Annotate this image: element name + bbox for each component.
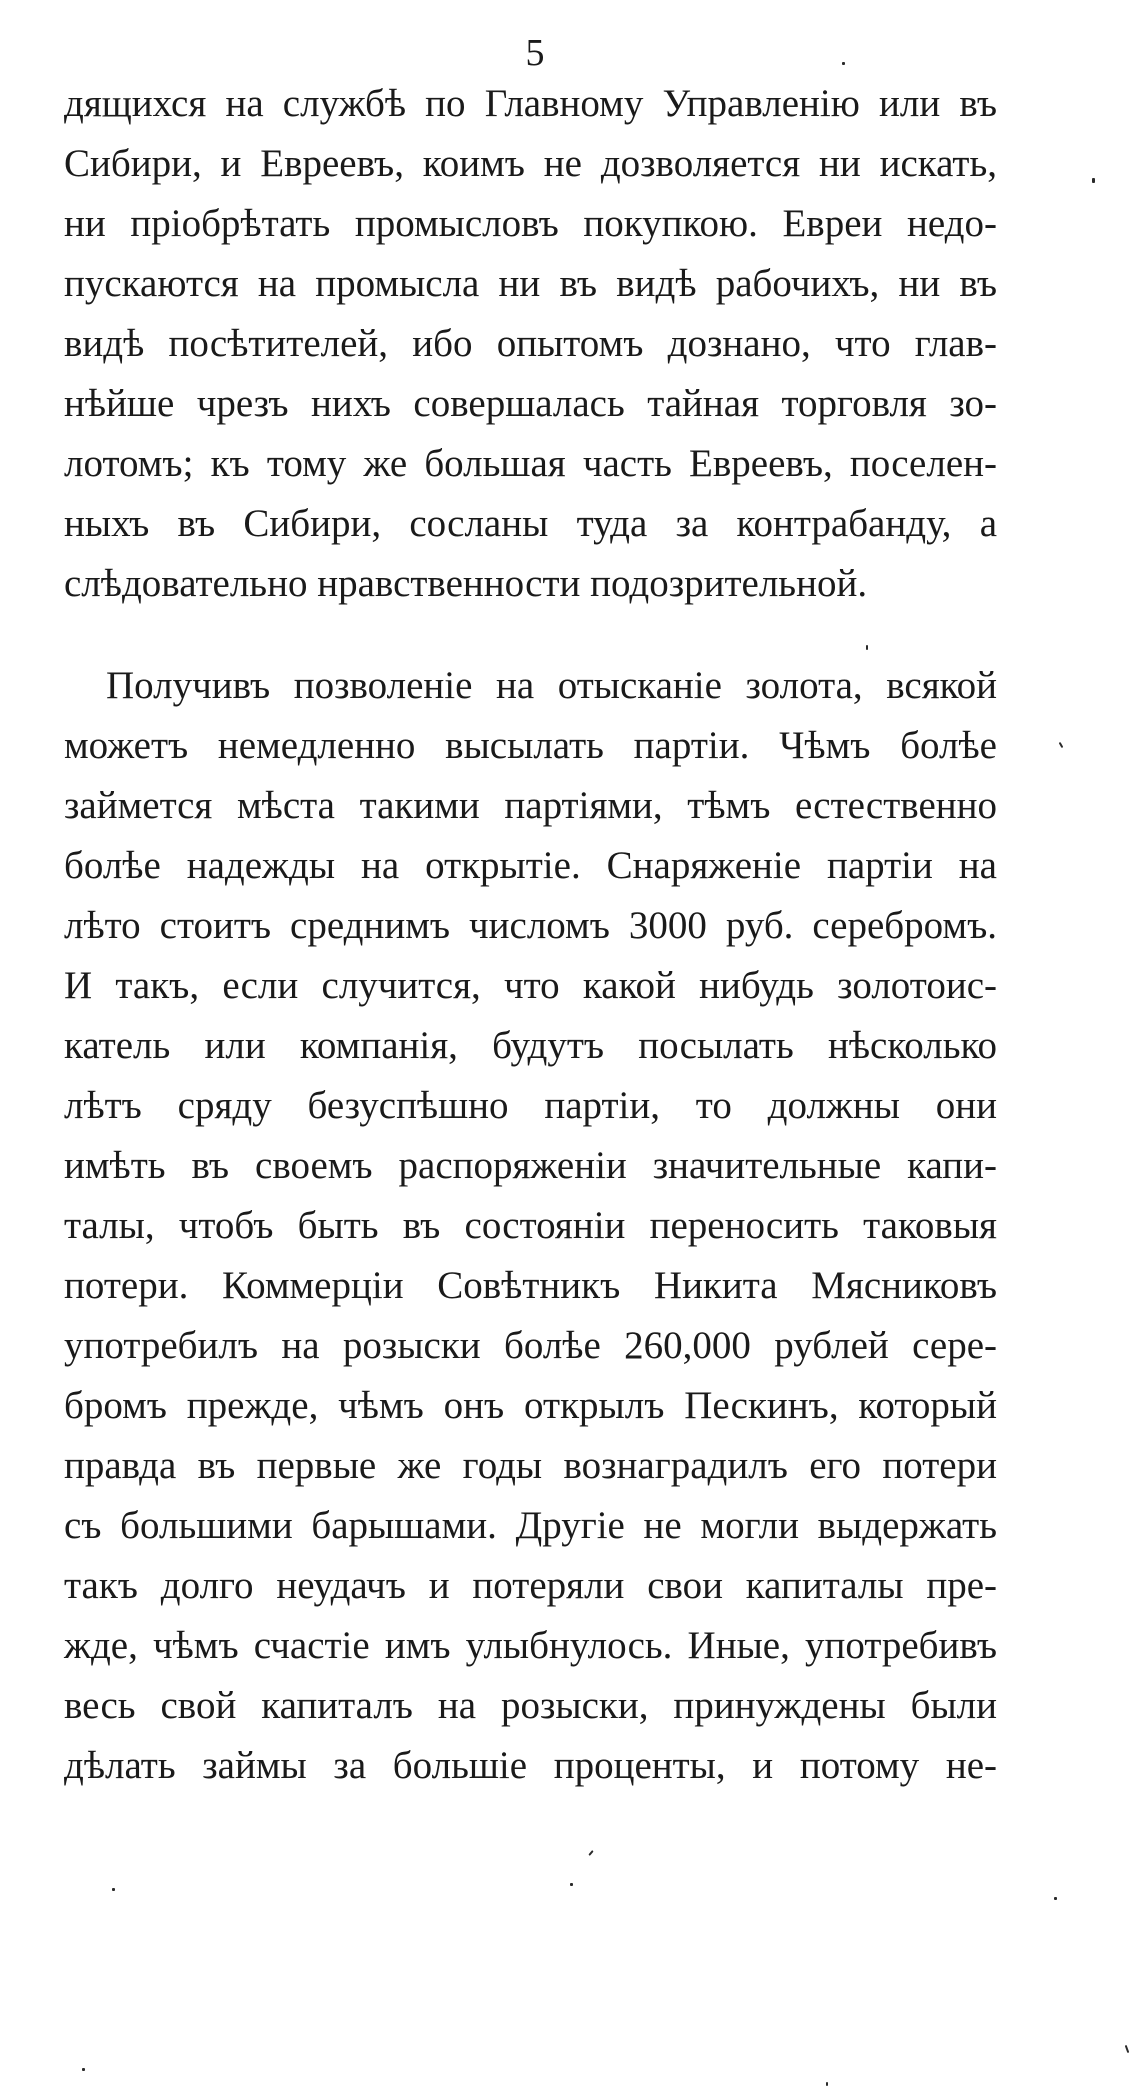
- text-line: ныхъ въ Сибири, сосланы туда за контрабанду, а: [64, 502, 997, 545]
- scan-speck: [1092, 178, 1095, 183]
- text-line: лѣтъ сряду безуспѣшно партіи, то должны они: [64, 1084, 997, 1127]
- scan-speck: [826, 2082, 828, 2086]
- text-line: дѣлать займы за большіе проценты, и потому не-: [64, 1744, 997, 1787]
- text-line: займется мѣста такими партіями, тѣмъ естественно: [64, 784, 997, 827]
- text-line: потери. Коммерціи Совѣтникъ Никита Мясниковъ: [64, 1264, 997, 1307]
- text-line: правда въ первые же годы вознаградилъ его потери: [64, 1444, 997, 1487]
- page-number: 5: [525, 32, 545, 74]
- text-line: нѣйше чрезъ нихъ совершалась тайная торговля зо-: [64, 382, 997, 425]
- text-line: имѣть въ своемъ распоряженіи значительные капи-: [64, 1144, 997, 1187]
- text-line: Получивъ позволеніе на отысканіе золота, всякой: [106, 664, 997, 707]
- text-line: катель или компанія, будутъ посылать нѣсколько: [64, 1024, 997, 1067]
- text-line: дящихся на службѣ по Главному Управленію или въ: [64, 82, 997, 125]
- scan-speck: [866, 645, 868, 650]
- text-line: И такъ, если случится, что какой нибудь золотоис-: [64, 964, 997, 1007]
- scan-speck: [1125, 2045, 1130, 2053]
- text-line: бромъ прежде, чѣмъ онъ открылъ Пескинъ, который: [64, 1384, 997, 1427]
- text-line: такъ долго неудачъ и потеряли свои капиталы пре-: [64, 1564, 997, 1607]
- text-line: талы, чтобъ быть въ состояніи переносить таковыя: [64, 1204, 997, 1247]
- text-line: пускаются на промысла ни въ видѣ рабочихъ, ни въ: [64, 262, 997, 305]
- scan-speck: [842, 62, 845, 65]
- text-line: лотомъ; къ тому же большая часть Евреевъ, поселен-: [64, 442, 997, 485]
- scan-speck: [112, 1888, 115, 1891]
- text-line: можетъ немедленно высылать партіи. Чѣмъ болѣе: [64, 724, 997, 767]
- text-line: употребилъ на розыски болѣе 260,000 рублей сере-: [64, 1324, 997, 1367]
- text-line: жде, чѣмъ счастіе имъ улыбнулось. Иные, употребивъ: [64, 1624, 997, 1667]
- scan-speck: [1059, 742, 1064, 748]
- text-line: ни пріобрѣтать промысловъ покупкою. Евреи недо-: [64, 202, 997, 245]
- text-line: лѣто стоитъ среднимъ числомъ 3000 руб. серебромъ.: [64, 904, 997, 947]
- scan-speck: [1054, 1897, 1057, 1900]
- text-line: слѣдовательно нравственности подозрительной.: [64, 562, 868, 605]
- text-line: весь свой капиталъ на розыски, принуждены были: [64, 1684, 997, 1727]
- scan-speck: [82, 2068, 85, 2071]
- text-line: видѣ посѣтителей, ибо опытомъ дознано, что глав-: [64, 322, 997, 365]
- scan-speck: [588, 1850, 593, 1856]
- text-line: съ большими барышами. Другіе не могли выдержать: [64, 1504, 997, 1547]
- scan-speck: [570, 1883, 573, 1886]
- text-line: Сибири, и Евреевъ, коимъ не дозволяется ни искать,: [64, 142, 997, 185]
- text-line: болѣе надежды на открытіе. Снаряженіе партіи на: [64, 844, 997, 887]
